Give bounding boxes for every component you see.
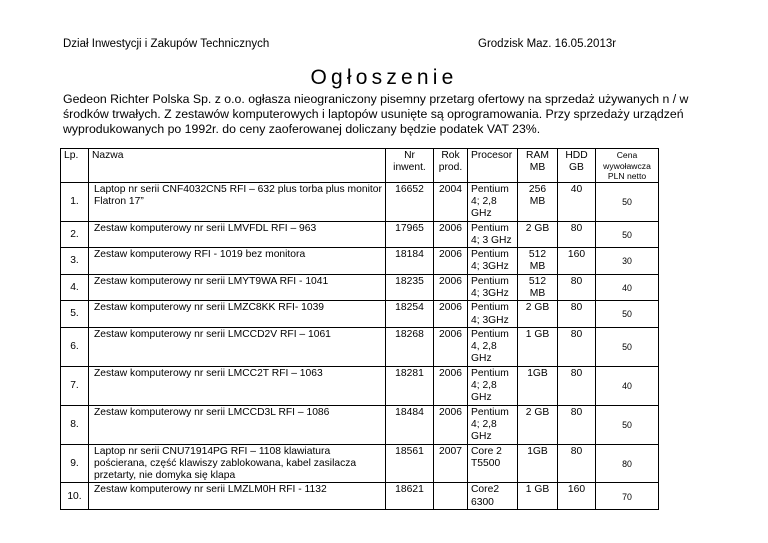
table-header-row <box>61 149 659 183</box>
inventory-number: 18268 <box>386 327 434 366</box>
ram-size: 2 GB <box>518 405 558 444</box>
row-number: 6. <box>61 327 89 366</box>
row-number: 8. <box>61 405 89 444</box>
row-number: 2. <box>61 221 89 248</box>
row-number: 7. <box>61 366 89 405</box>
starting-price: 40 <box>596 366 659 405</box>
production-year: 2006 <box>434 327 468 366</box>
hdd-size: 80 <box>558 366 596 405</box>
starting-price: 40 <box>596 274 659 301</box>
inventory-number: 18235 <box>386 274 434 301</box>
processor: Pentium 4; 3 GHz <box>468 221 518 248</box>
starting-price: 50 <box>596 405 659 444</box>
row-number: 10. <box>61 483 89 510</box>
starting-price: 50 <box>596 327 659 366</box>
processor: Pentium 4, 2,8 GHz <box>468 327 518 366</box>
table-row <box>61 301 659 328</box>
ram-size: 1 GB <box>518 327 558 366</box>
item-name: Zestaw komputerowy nr serii LMCCD3L RFI – 1086 <box>89 405 386 444</box>
col-header-ram: RAM MB <box>518 149 558 183</box>
ram-size: 512 MB <box>518 248 558 275</box>
table-row <box>61 182 659 221</box>
processor: Pentium 4; 2,8 GHz <box>468 182 518 221</box>
item-name: Zestaw komputerowy nr serii LMCCD2V RFI – 1061 <box>89 327 386 366</box>
inventory-number: 18561 <box>386 444 434 483</box>
processor: Pentium 4; 2,8 GHz <box>468 405 518 444</box>
inventory-number: 18484 <box>386 405 434 444</box>
inventory-number: 16652 <box>386 182 434 221</box>
ram-size: 1GB <box>518 444 558 483</box>
intro-paragraph: Gedeon Richter Polska Sp. z o.o. ogłasza nieograniczony pisemny przetarg ofertowy na sprzedaż używanych n / w środków trwałych. Z zestawów komputerowych i laptopów usunięte są oprogramowania. Przy sprzedaży urządzeń wyprodukowanych po 1992r. do ceny zaoferowanej doliczany będzie podatek VAT 23%. <box>63 92 689 136</box>
item-name: Laptop nr serii CNF4032CN5 RFI – 632 plus torba plus monitor Flatron 17” <box>89 182 386 221</box>
row-number: 4. <box>61 274 89 301</box>
starting-price: 70 <box>596 483 659 510</box>
table-row <box>61 248 659 275</box>
col-header-hdd: HDD GB <box>558 149 596 183</box>
production-year: 2006 <box>434 366 468 405</box>
table-row <box>61 327 659 366</box>
hdd-size: 80 <box>558 221 596 248</box>
col-header-lp: Lp. <box>61 149 89 183</box>
inventory-number: 18184 <box>386 248 434 275</box>
inventory-number: 18254 <box>386 301 434 328</box>
processor: Pentium 4; 3GHz <box>468 301 518 328</box>
table-row <box>61 221 659 248</box>
production-year: 2006 <box>434 248 468 275</box>
page-title: Ogłoszenie <box>310 66 458 89</box>
processor: Pentium 4; 3GHz <box>468 248 518 275</box>
table-row <box>61 444 659 483</box>
hdd-size: 40 <box>558 182 596 221</box>
item-name: Zestaw komputerowy RFI - 1019 bez monitora <box>89 248 386 275</box>
table-row <box>61 274 659 301</box>
row-number: 3. <box>61 248 89 275</box>
ram-size: 256 MB <box>518 182 558 221</box>
col-header-name: Nazwa <box>89 149 386 183</box>
starting-price: 80 <box>596 444 659 483</box>
hdd-size: 160 <box>558 248 596 275</box>
production-year <box>434 483 468 510</box>
processor: Pentium 4; 2,8 GHz <box>468 366 518 405</box>
item-name: Zestaw komputerowy nr serii LMZC8KK RFI- 1039 <box>89 301 386 328</box>
hdd-size: 80 <box>558 274 596 301</box>
table-row <box>61 405 659 444</box>
item-name: Zestaw komputerowy nr serii LMZLM0H RFI - 1132 <box>89 483 386 510</box>
item-name: Laptop nr serii CNU71914PG RFI – 1108 klawiatura pościerana, część klawiszy zablokowana, kabel zasilacza przetarty, nie domyka się klapa <box>89 444 386 483</box>
col-header-year: Rok prod. <box>434 149 468 183</box>
processor: Core2 6300 <box>468 483 518 510</box>
hdd-size: 80 <box>558 444 596 483</box>
inventory-number: 18281 <box>386 366 434 405</box>
processor: Core 2 T5500 <box>468 444 518 483</box>
production-year: 2006 <box>434 405 468 444</box>
col-header-inventory: Nr inwent. <box>386 149 434 183</box>
hdd-size: 80 <box>558 405 596 444</box>
production-year: 2006 <box>434 274 468 301</box>
hdd-size: 80 <box>558 301 596 328</box>
ram-size: 512 MB <box>518 274 558 301</box>
hdd-size: 160 <box>558 483 596 510</box>
place-and-date: Grodzisk Maz. 16.05.2013r <box>478 38 617 50</box>
ram-size: 1 GB <box>518 483 558 510</box>
row-number: 5. <box>61 301 89 328</box>
items-table <box>60 148 659 510</box>
col-header-price: Cena wywoławcza PLN netto <box>596 149 659 183</box>
production-year: 2007 <box>434 444 468 483</box>
ram-size: 2 GB <box>518 221 558 248</box>
item-name: Zestaw komputerowy nr serii LMVFDL RFI – 963 <box>89 221 386 248</box>
starting-price: 50 <box>596 301 659 328</box>
starting-price: 50 <box>596 182 659 221</box>
processor: Pentium 4; 3GHz <box>468 274 518 301</box>
department-name: Dział Inwestycji i Zakupów Technicznych <box>63 38 270 50</box>
ram-size: 1GB <box>518 366 558 405</box>
inventory-number: 17965 <box>386 221 434 248</box>
production-year: 2006 <box>434 301 468 328</box>
hdd-size: 80 <box>558 327 596 366</box>
col-header-cpu: Procesor <box>468 149 518 183</box>
starting-price: 50 <box>596 221 659 248</box>
ram-size: 2 GB <box>518 301 558 328</box>
inventory-number: 18621 <box>386 483 434 510</box>
production-year: 2006 <box>434 221 468 248</box>
production-year: 2004 <box>434 182 468 221</box>
row-number: 1. <box>61 182 89 221</box>
table-row <box>61 483 659 510</box>
table-row <box>61 366 659 405</box>
item-name: Zestaw komputerowy nr serii LMCC2T RFI – 1063 <box>89 366 386 405</box>
row-number: 9. <box>61 444 89 483</box>
starting-price: 30 <box>596 248 659 275</box>
item-name: Zestaw komputerowy nr serii LMYT9WA RFI - 1041 <box>89 274 386 301</box>
